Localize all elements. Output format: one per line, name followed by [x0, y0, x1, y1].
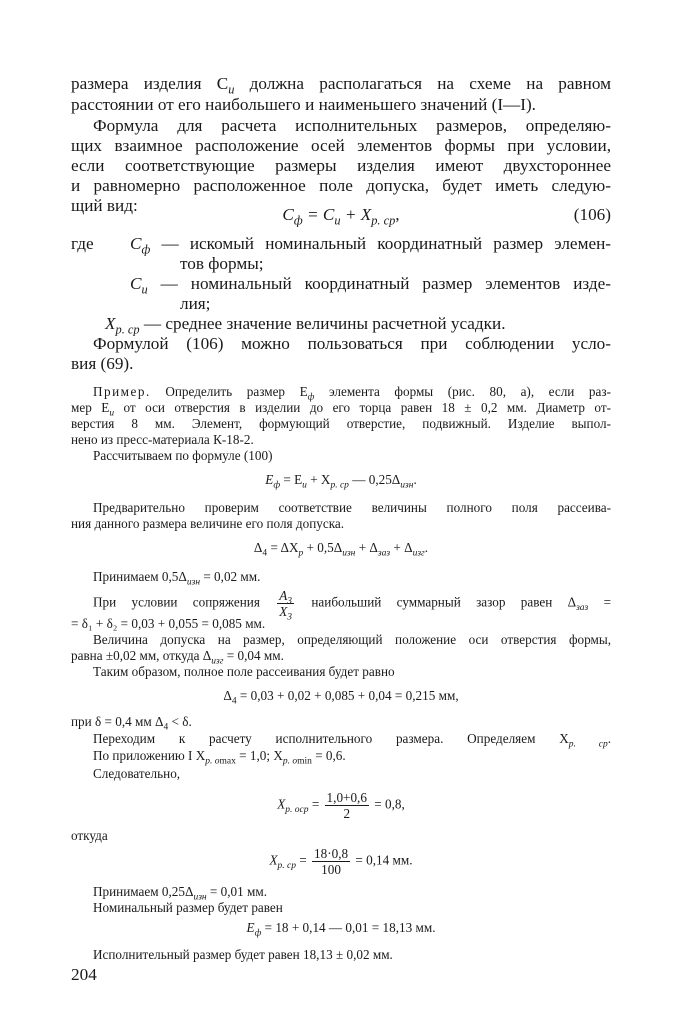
example-line: мер $E_и$ от оси отверстия в изделии до его торца равен 18 ± 0,2 мм. Диаметр от- — [71, 400, 611, 419]
example-line: верстия 8 мм. Элемент, формующий отверстие, подвижный. Изделие выпол- — [71, 416, 611, 431]
example-line: Следовательно, — [93, 766, 181, 781]
equation-number: (106) — [573, 205, 611, 224]
example-line: Таким образом, полное поле рассеивания будет равно — [93, 664, 395, 679]
equation-line: $E_ф = E_и + X_{р. ср}$ — $0,25\Delta_{изн}$. — [265, 472, 417, 491]
fraction: $\frac{1,0+0,6}{2}$ — [326, 790, 367, 822]
example-line: нено из пресс-материала К-18-2. — [71, 432, 254, 447]
fraction: $\frac{A_3}{X_3}$ — [279, 588, 293, 623]
example-line: При условии сопряжения $\frac{A_3}{X_3}$ наибольший суммарный зазор равен $\Delta_{заз}$ = — [93, 588, 612, 623]
example-line: Рассчитываем по формуле (100) — [93, 448, 273, 463]
example-line: Принимаем $0,5\Delta_{изн} = 0,02$ мм. — [93, 569, 261, 588]
text-line: расстоянии от его наибольшего и наименьшего значений (I—I). — [71, 95, 536, 114]
text-line: щий вид: — [71, 196, 138, 215]
example-line: = δ₁ + δ₂ = 0,03 + 0,055 = 0,085 мм. — [71, 616, 266, 631]
definition-line: $C_и$ — номинальный координатный размер элементов изде- — [130, 274, 611, 297]
example-line: откуда — [71, 828, 108, 843]
text-line: вия (69). — [71, 354, 134, 373]
example-line: Пример. Определить размер $E_ф$ элемента формы (рис. 80, а), если раз- — [93, 384, 611, 403]
equation-line: $\Delta_4 = 0,03 + 0,02 + 0,085 + 0,04 = 0,215$ мм, — [223, 688, 459, 707]
example-line: при δ = 0,4 мм $\Delta_4 < \delta$. — [71, 714, 192, 733]
equation-line: $\Delta_4 = \Delta X_р + 0,5\Delta_{изн} + \Delta_{заз} + \Delta_{изг}$. — [253, 540, 429, 559]
page-number: 204 — [71, 965, 97, 984]
example-line: Переходим к расчету исполнительного размера. Определяем $X_{р. ср}$. — [93, 731, 612, 750]
example-line: По приложению I $X_{р. оmax} = 1,0$; $X_{р. оmin} = 0,6$. — [93, 748, 346, 767]
example-line: Исполнительный размер будет равен 18,13 ± 0,02 мм. — [93, 947, 393, 962]
example-line: Предварительно проверим соответствие величины полного поля рассеива- — [93, 500, 611, 515]
equation-line: $E_ф = 18 + 0,14$ — 0,01 = 18,13 мм. — [246, 920, 436, 939]
example-line: ния данного размера величине его поля допуска. — [71, 516, 345, 531]
equation-line: $X_{р. оср}$ = $\frac{1,0+0,6}{2}$ = 0,8, — [277, 790, 405, 822]
definition-line: $X_{р. ср}$ — среднее значение величины расчетной усадки. — [105, 314, 506, 337]
fraction: $\frac{18\cdot 0,8}{100}$ — [314, 846, 349, 878]
definition-line: $C_ф$ — искомый номинальный координатный размер элемен- — [130, 234, 611, 257]
definition-line: тов формы; — [180, 254, 264, 273]
example-line: Номинальный размер будет равен — [93, 900, 283, 915]
text-line: Формула для расчета исполнительных размеров, определяю- — [93, 116, 611, 135]
definition-line: лия; — [180, 294, 211, 313]
text-line: размера изделия $C_и$ должна располагаться на схеме на равном — [71, 74, 611, 97]
equation-line: $X_{р. ср}$ = $\frac{18\cdot 0,8}{100}$ = 0,14 мм. — [269, 846, 413, 878]
text-line: и равномерно расположенное поле допуска, будет иметь следую- — [71, 176, 611, 195]
text-line: щих взаимное расположение осей элементов формы при условии, — [71, 136, 611, 155]
example-line: Принимаем $0,25\Delta_{изн} = 0,01$ мм. — [93, 884, 268, 903]
example-line: равна ±0,02 мм, откуда $\Delta_{изг} = 0,04$ мм. — [71, 648, 284, 667]
text-line: если соответствующие размеры изделия имеют двухстороннее — [71, 156, 611, 175]
example-line: Величина допуска на размер, определяющий положение оси отверстия формы, — [93, 632, 611, 647]
where-label: где — [71, 234, 94, 253]
text-line: Формулой (106) можно пользоваться при соблюдении усло- — [93, 334, 611, 353]
equation-106: $C_ф = C_и + X_{р. ср}$, (106) — [282, 205, 611, 228]
